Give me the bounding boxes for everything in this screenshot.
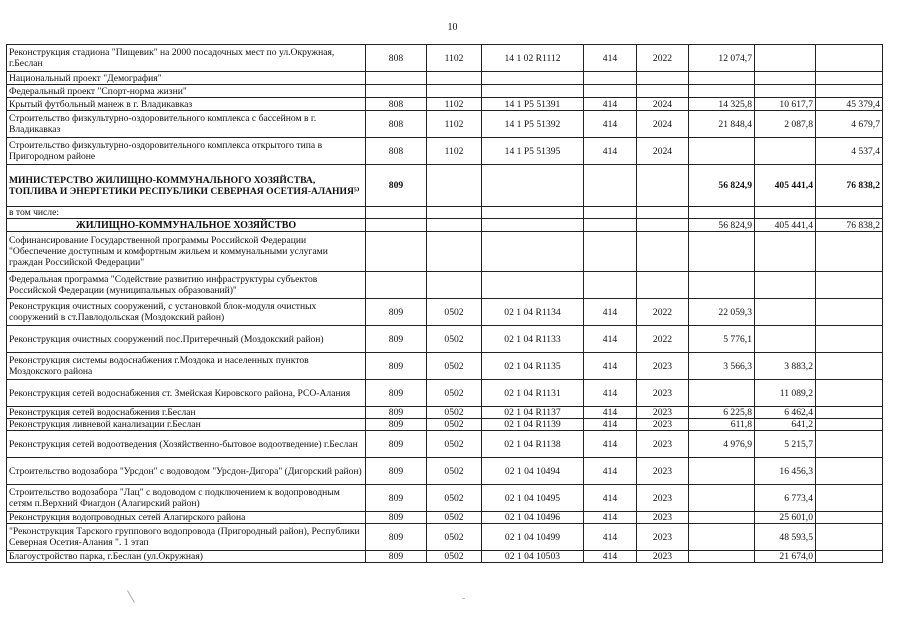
- cell-amount-1: 56 824,9: [689, 165, 755, 207]
- cell-expense-type: 414: [584, 407, 637, 419]
- cell-section-code: 0502: [427, 431, 482, 458]
- cell-amount-2: 6 773,4: [755, 485, 816, 512]
- cell-amount-1: [689, 485, 755, 512]
- cell-expense-type: 414: [584, 512, 637, 524]
- cell-target-article: 14 1 02 R1112: [482, 45, 584, 72]
- cell-name: Реконструкция сетей водоснабжения ст. Змейская Кировского района, РСО-Алания: [7, 380, 366, 407]
- cell-expense-type: 414: [584, 524, 637, 551]
- cell-target-article: [482, 272, 584, 299]
- scan-artifact: [462, 598, 465, 599]
- cell-expense-type: 414: [584, 458, 637, 485]
- cell-section-code: 0502: [427, 353, 482, 380]
- cell-amount-3: 76 838,2: [816, 219, 883, 232]
- cell-amount-2: 16 456,3: [755, 458, 816, 485]
- cell-amount-1: [689, 458, 755, 485]
- cell-year: 2023: [637, 380, 689, 407]
- cell-name: Реконструкция ливневой канализации г.Беслан: [7, 419, 366, 431]
- cell-amount-3: [816, 407, 883, 419]
- cell-amount-3: [816, 551, 883, 563]
- cell-expense-type: 414: [584, 326, 637, 353]
- cell-section-code: [427, 85, 482, 98]
- cell-ministry-code: 809: [366, 353, 427, 380]
- cell-amount-3: 4 679,7: [816, 111, 883, 138]
- cell-name: Строительство водозабора "Лац" с водоводом с подключением к водопроводным сетям п.Верхний Фиагдон (Алагирский район): [7, 485, 366, 512]
- cell-name: Строительство физкультурно-оздоровительного комплекса с бассейном в г. Владикавказ: [7, 111, 366, 138]
- cell-section-code: 1102: [427, 98, 482, 111]
- cell-amount-2: 641,2: [755, 419, 816, 431]
- cell-year: 2023: [637, 458, 689, 485]
- cell-year: [637, 272, 689, 299]
- table-row: [7, 353, 883, 380]
- cell-amount-2: 10 617,7: [755, 98, 816, 111]
- cell-target-article: 02 1 04 10499: [482, 524, 584, 551]
- cell-section-code: 0502: [427, 380, 482, 407]
- cell-amount-2: [755, 272, 816, 299]
- cell-target-article: [482, 219, 584, 232]
- cell-expense-type: [584, 72, 637, 85]
- cell-expense-type: 414: [584, 419, 637, 431]
- cell-amount-3: [816, 272, 883, 299]
- cell-amount-2: 6 462,4: [755, 407, 816, 419]
- table-row: [7, 138, 883, 165]
- cell-target-article: 02 1 04 R1134: [482, 299, 584, 326]
- cell-target-article: 02 1 04 R1133: [482, 326, 584, 353]
- cell-amount-2: 5 215,7: [755, 431, 816, 458]
- cell-ministry-code: 809: [366, 419, 427, 431]
- cell-amount-1: [689, 232, 755, 272]
- cell-amount-2: [755, 45, 816, 72]
- cell-ministry-code: [366, 85, 427, 98]
- cell-section-code: 0502: [427, 419, 482, 431]
- cell-amount-3: [816, 458, 883, 485]
- cell-expense-type: 414: [584, 299, 637, 326]
- cell-amount-3: 76 838,2: [816, 165, 883, 207]
- table-row: [7, 485, 883, 512]
- cell-amount-3: [816, 72, 883, 85]
- cell-name: Реконструкция стадиона "Пищевик" на 2000 посадочных мест по ул.Окружная, г.Беслан: [7, 45, 366, 72]
- cell-expense-type: 414: [584, 353, 637, 380]
- cell-amount-2: 3 883,2: [755, 353, 816, 380]
- cell-target-article: [482, 232, 584, 272]
- cell-ministry-code: [366, 207, 427, 219]
- table-row: [7, 551, 883, 563]
- cell-target-article: [482, 165, 584, 207]
- budget-table: [6, 44, 883, 563]
- cell-section-code: 1102: [427, 45, 482, 72]
- cell-target-article: 14 1 P5 51395: [482, 138, 584, 165]
- cell-ministry-code: 809: [366, 431, 427, 458]
- cell-name: Реконструкция системы водоснабжения г.Моздока и населенных пунктов Моздокского района: [7, 353, 366, 380]
- cell-target-article: 02 1 04 10494: [482, 458, 584, 485]
- cell-ministry-code: [366, 219, 427, 232]
- cell-ministry-code: 809: [366, 326, 427, 353]
- cell-expense-type: [584, 165, 637, 207]
- cell-amount-1: [689, 72, 755, 85]
- cell-name: МИНИСТЕРСТВО ЖИЛИЩНО-КОММУНАЛЬНОГО ХОЗЯЙСТВА, ТОПЛИВА И ЭНЕРГЕТИКИ РЕСПУБЛИКИ СЕВЕРНАЯ ОСЕТИЯ-АЛАНИЯ⁵⁾: [7, 165, 366, 207]
- cell-target-article: 02 1 04 R1137: [482, 407, 584, 419]
- cell-amount-1: [689, 85, 755, 98]
- cell-expense-type: 414: [584, 485, 637, 512]
- cell-amount-1: 611,8: [689, 419, 755, 431]
- cell-ministry-code: 808: [366, 138, 427, 165]
- cell-amount-3: [816, 232, 883, 272]
- cell-year: [637, 207, 689, 219]
- cell-target-article: 02 1 04 10503: [482, 551, 584, 563]
- cell-year: 2024: [637, 98, 689, 111]
- cell-name: Реконструкция водопроводных сетей Алагирского района: [7, 512, 366, 524]
- cell-ministry-code: 809: [366, 407, 427, 419]
- cell-amount-1: 3 566,3: [689, 353, 755, 380]
- cell-target-article: [482, 85, 584, 98]
- cell-ministry-code: 809: [366, 512, 427, 524]
- cell-year: [637, 165, 689, 207]
- cell-section-code: 0502: [427, 524, 482, 551]
- cell-target-article: 14 1 P5 51391: [482, 98, 584, 111]
- table-row: [7, 380, 883, 407]
- cell-name: Реконструкция сетей водоснабжения г.Беслан: [7, 407, 366, 419]
- cell-amount-3: [816, 85, 883, 98]
- cell-year: 2023: [637, 524, 689, 551]
- cell-target-article: 02 1 04 R1139: [482, 419, 584, 431]
- cell-target-article: 02 1 04 10495: [482, 485, 584, 512]
- cell-section-code: 0502: [427, 485, 482, 512]
- cell-expense-type: [584, 272, 637, 299]
- table-row: [7, 72, 883, 85]
- cell-name: Благоустройство парка, г.Беслан (ул.Окружная): [7, 551, 366, 563]
- cell-amount-1: [689, 207, 755, 219]
- cell-year: 2023: [637, 353, 689, 380]
- cell-expense-type: [584, 85, 637, 98]
- cell-year: 2024: [637, 138, 689, 165]
- cell-amount-1: 21 848,4: [689, 111, 755, 138]
- cell-name: Строительство физкультурно-оздоровительного комплекса открытого типа в Пригородном районе: [7, 138, 366, 165]
- cell-section-code: 1102: [427, 111, 482, 138]
- table-row: [7, 111, 883, 138]
- table-row: [7, 98, 883, 111]
- cell-section-code: 0502: [427, 407, 482, 419]
- cell-amount-1: [689, 380, 755, 407]
- cell-name: Реконструкция сетей водоотведения (Хозяйственно-бытовое водоотведение) г.Беслан: [7, 431, 366, 458]
- cell-name: Строительство водозабора "Урсдон" с водоводом "Урсдон-Дигора" (Дигорский район): [7, 458, 366, 485]
- table-row: [7, 299, 883, 326]
- cell-ministry-code: [366, 272, 427, 299]
- cell-ministry-code: 809: [366, 165, 427, 207]
- table-row: [7, 232, 883, 272]
- cell-ministry-code: [366, 72, 427, 85]
- cell-amount-3: [816, 299, 883, 326]
- cell-amount-1: [689, 272, 755, 299]
- cell-name: в том числе:: [7, 207, 366, 219]
- cell-ministry-code: 808: [366, 45, 427, 72]
- cell-amount-3: 4 537,4: [816, 138, 883, 165]
- cell-year: [637, 72, 689, 85]
- cell-amount-2: [755, 207, 816, 219]
- cell-amount-3: [816, 380, 883, 407]
- cell-name: ЖИЛИЩНО-КОММУНАЛЬНОЕ ХОЗЯЙСТВО: [7, 219, 366, 232]
- cell-amount-2: [755, 326, 816, 353]
- table-row: [7, 207, 883, 219]
- cell-year: 2022: [637, 299, 689, 326]
- cell-name: Национальный проект "Демография": [7, 72, 366, 85]
- cell-name: Реконструкция очистных сооружений пос.Притеречный (Моздокский район): [7, 326, 366, 353]
- cell-name: Софинансирование Государственной программы Российской Федерации "Обеспечение доступным и комфортным жильем и коммунальными услугами граждан Российской Федерации": [7, 232, 366, 272]
- cell-ministry-code: 809: [366, 485, 427, 512]
- cell-target-article: 02 1 04 10496: [482, 512, 584, 524]
- cell-amount-1: 56 824,9: [689, 219, 755, 232]
- cell-target-article: 02 1 04 R1135: [482, 353, 584, 380]
- cell-year: 2023: [637, 485, 689, 512]
- cell-amount-3: [816, 431, 883, 458]
- cell-amount-1: [689, 512, 755, 524]
- cell-section-code: 1102: [427, 138, 482, 165]
- cell-section-code: 0502: [427, 551, 482, 563]
- cell-expense-type: [584, 219, 637, 232]
- cell-year: [637, 85, 689, 98]
- cell-amount-3: [816, 326, 883, 353]
- cell-year: 2022: [637, 45, 689, 72]
- cell-amount-2: [755, 85, 816, 98]
- cell-target-article: 02 1 04 R1138: [482, 431, 584, 458]
- cell-expense-type: [584, 232, 637, 272]
- cell-year: [637, 219, 689, 232]
- cell-target-article: [482, 72, 584, 85]
- cell-amount-2: [755, 232, 816, 272]
- cell-amount-3: [816, 207, 883, 219]
- cell-ministry-code: [366, 232, 427, 272]
- cell-year: 2023: [637, 407, 689, 419]
- cell-expense-type: 414: [584, 138, 637, 165]
- cell-amount-1: 14 325,8: [689, 98, 755, 111]
- cell-amount-3: [816, 419, 883, 431]
- table-row: [7, 165, 883, 207]
- cell-amount-1: 4 976,9: [689, 431, 755, 458]
- cell-expense-type: 414: [584, 551, 637, 563]
- cell-amount-3: [816, 353, 883, 380]
- cell-ministry-code: 809: [366, 524, 427, 551]
- table-row: [7, 85, 883, 98]
- cell-ministry-code: 809: [366, 458, 427, 485]
- cell-expense-type: 414: [584, 431, 637, 458]
- cell-name: Реконструкция очистных сооружений, с установкой блок-модуля очистных сооружений в ст.Павлодольская (Моздокский район): [7, 299, 366, 326]
- cell-amount-2: [755, 138, 816, 165]
- cell-amount-2: [755, 72, 816, 85]
- cell-section-code: [427, 232, 482, 272]
- cell-section-code: 0502: [427, 512, 482, 524]
- cell-section-code: [427, 272, 482, 299]
- cell-year: [637, 232, 689, 272]
- cell-amount-3: 45 379,4: [816, 98, 883, 111]
- cell-year: 2023: [637, 431, 689, 458]
- cell-ministry-code: 809: [366, 299, 427, 326]
- scan-artifact: [127, 587, 140, 603]
- table-row: [7, 419, 883, 431]
- cell-year: 2023: [637, 551, 689, 563]
- table-row: [7, 272, 883, 299]
- cell-amount-2: 11 089,2: [755, 380, 816, 407]
- cell-amount-1: 22 059,3: [689, 299, 755, 326]
- cell-amount-1: [689, 138, 755, 165]
- table-row: [7, 524, 883, 551]
- cell-amount-3: [816, 485, 883, 512]
- table-row: [7, 458, 883, 485]
- cell-name: "Реконструкция Тарского группового водопровода (Пригородный район), Республики Северная Осетия-Алания ". 1 этап: [7, 524, 366, 551]
- cell-year: 2023: [637, 512, 689, 524]
- cell-amount-2: [755, 299, 816, 326]
- cell-section-code: 0502: [427, 458, 482, 485]
- cell-name: Федеральная программа "Содействие развитию инфраструктуры субъектов Российской Федерации (муниципальных образований)": [7, 272, 366, 299]
- cell-section-code: [427, 165, 482, 207]
- cell-amount-3: [816, 524, 883, 551]
- cell-name: Крытый футбольный манеж в г. Владикавказ: [7, 98, 366, 111]
- cell-amount-2: 21 674,0: [755, 551, 816, 563]
- cell-amount-2: 25 601,0: [755, 512, 816, 524]
- cell-year: 2022: [637, 326, 689, 353]
- cell-section-code: [427, 207, 482, 219]
- page-number: 10: [447, 22, 458, 33]
- table-row: [7, 431, 883, 458]
- cell-expense-type: 414: [584, 45, 637, 72]
- cell-section-code: 0502: [427, 326, 482, 353]
- cell-ministry-code: 809: [366, 551, 427, 563]
- table-row: [7, 512, 883, 524]
- cell-amount-2: 405 441,4: [755, 165, 816, 207]
- cell-target-article: 14 1 P5 51392: [482, 111, 584, 138]
- cell-year: 2023: [637, 419, 689, 431]
- cell-ministry-code: 808: [366, 98, 427, 111]
- cell-amount-2: 48 593,5: [755, 524, 816, 551]
- cell-amount-1: 5 776,1: [689, 326, 755, 353]
- cell-ministry-code: 808: [366, 111, 427, 138]
- cell-amount-2: 2 087,8: [755, 111, 816, 138]
- cell-target-article: 02 1 04 R1131: [482, 380, 584, 407]
- cell-ministry-code: 809: [366, 380, 427, 407]
- cell-name: Федеральный проект "Спорт-норма жизни": [7, 85, 366, 98]
- cell-section-code: [427, 72, 482, 85]
- cell-amount-1: 12 074,7: [689, 45, 755, 72]
- cell-amount-1: [689, 551, 755, 563]
- table-row: [7, 45, 883, 72]
- table-body: [7, 45, 883, 563]
- cell-expense-type: [584, 207, 637, 219]
- cell-section-code: 0502: [427, 299, 482, 326]
- cell-amount-1: 6 225,8: [689, 407, 755, 419]
- cell-section-code: [427, 219, 482, 232]
- cell-amount-1: [689, 524, 755, 551]
- table-row: [7, 326, 883, 353]
- cell-target-article: [482, 207, 584, 219]
- cell-expense-type: 414: [584, 111, 637, 138]
- table-row: [7, 219, 883, 232]
- cell-amount-2: 405 441,4: [755, 219, 816, 232]
- cell-amount-3: [816, 512, 883, 524]
- cell-amount-3: [816, 45, 883, 72]
- table-row: [7, 407, 883, 419]
- cell-expense-type: 414: [584, 98, 637, 111]
- cell-year: 2024: [637, 111, 689, 138]
- cell-expense-type: 414: [584, 380, 637, 407]
